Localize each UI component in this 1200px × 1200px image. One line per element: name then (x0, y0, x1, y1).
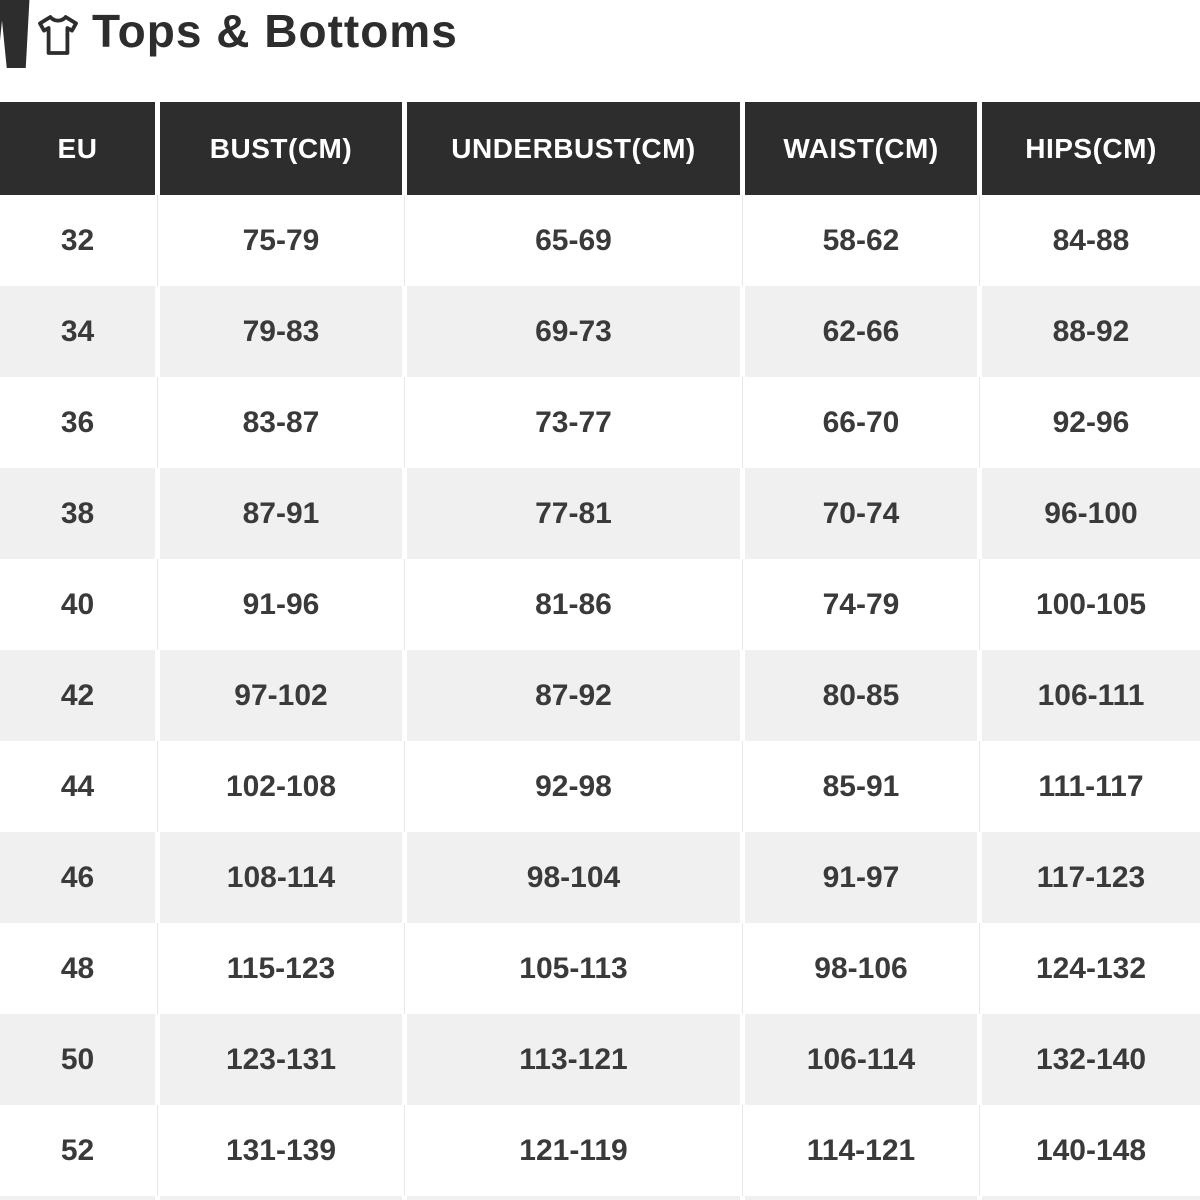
cell-waist: 58-62 (740, 195, 977, 286)
cell-waist: 62-66 (740, 286, 977, 377)
cell-eu-size: 46 (60, 860, 95, 894)
header-cell-eu: EU (0, 102, 155, 195)
cell-bust: 79-83 (155, 286, 402, 377)
table-body (0, 195, 1200, 1196)
pants-icon (0, 0, 34, 68)
cell-underbust: 81-86 (402, 559, 740, 650)
table-row (0, 1014, 1200, 1105)
cell-eu-size: 32 (60, 223, 95, 257)
table-row (0, 195, 1200, 286)
cell-bust: 108-114 (155, 832, 402, 923)
cell-hips: 84-88 (977, 195, 1200, 286)
cell-waist: 106-114 (740, 1014, 977, 1105)
table-row (0, 741, 1200, 832)
cell-underbust: 87-92 (402, 650, 740, 741)
cell-underbust: 77-81 (402, 468, 740, 559)
cell-hips: 96-100 (977, 468, 1200, 559)
cell-bust: 115-123 (155, 923, 402, 1014)
table-row (0, 468, 1200, 559)
cell-hips: 88-92 (977, 286, 1200, 377)
cell-hips: 92-96 (977, 377, 1200, 468)
cell-underbust: 65-69 (402, 195, 740, 286)
cell-bust: 75-79 (155, 195, 402, 286)
cell-hips: 140-148 (977, 1105, 1200, 1196)
cell-hips: 124-132 (977, 923, 1200, 1014)
cell-eu-size: 50 (60, 1042, 95, 1076)
cell-waist: 74-79 (740, 559, 977, 650)
cell-bust: 97-102 (155, 650, 402, 741)
table-header-row (0, 102, 1200, 195)
cell-eu-size: 52 (60, 1133, 95, 1167)
cell-eu-size: 44 (60, 769, 95, 803)
cell-bust: 83-87 (155, 377, 402, 468)
cell-hips: 117-123 (977, 832, 1200, 923)
cell-eu-size: 38 (60, 496, 95, 530)
cell-hips: 100-105 (977, 559, 1200, 650)
cell-hips: 111-117 (977, 741, 1200, 832)
table-row (0, 377, 1200, 468)
cell-waist: 70-74 (740, 468, 977, 559)
partial-cell (740, 1196, 977, 1200)
table-row (0, 832, 1200, 923)
cell-bust: 91-96 (155, 559, 402, 650)
cell-underbust: 113-121 (402, 1014, 740, 1105)
partial-cell (977, 1196, 1200, 1200)
partial-cell (0, 1196, 155, 1200)
cell-eu-size: 40 (60, 587, 95, 621)
header-cell-hips: HIPS(CM) (977, 102, 1200, 195)
cell-bust: 123-131 (155, 1014, 402, 1105)
cell-underbust: 121-119 (402, 1105, 740, 1196)
cell-eu-size: 34 (60, 314, 95, 348)
cell-bust: 102-108 (155, 741, 402, 832)
table-row (0, 559, 1200, 650)
cell-hips: 106-111 (977, 650, 1200, 741)
cell-waist: 98-106 (740, 923, 977, 1014)
table-row (0, 286, 1200, 377)
size-table (0, 102, 1200, 1200)
partial-cell (155, 1196, 402, 1200)
cell-underbust: 92-98 (402, 741, 740, 832)
header-cell-underbust: UNDERBUST(CM) (402, 102, 740, 195)
cell-waist: 66-70 (740, 377, 977, 468)
cell-hips: 132-140 (977, 1014, 1200, 1105)
cell-underbust: 105-113 (402, 923, 740, 1014)
header-cell-bust: BUST(CM) (155, 102, 402, 195)
cell-eu-size: 42 (60, 678, 95, 712)
header-cell-waist: WAIST(CM) (740, 102, 977, 195)
page-title: Tops & Bottoms (92, 5, 458, 57)
cell-waist: 85-91 (740, 741, 977, 832)
cell-underbust: 69-73 (402, 286, 740, 377)
cell-underbust: 98-104 (402, 832, 740, 923)
cell-waist: 91-97 (740, 832, 977, 923)
partial-cell (402, 1196, 740, 1200)
cell-bust: 87-91 (155, 468, 402, 559)
table-row (0, 650, 1200, 741)
tshirt-icon (34, 10, 82, 60)
cell-bust: 131-139 (155, 1105, 402, 1196)
cell-waist: 114-121 (740, 1105, 977, 1196)
cell-underbust: 73-77 (402, 377, 740, 468)
table-row (0, 923, 1200, 1014)
table-row (0, 1105, 1200, 1196)
partial-next-row (0, 1196, 1200, 1200)
cell-waist: 80-85 (740, 650, 977, 741)
cell-eu-size: 36 (60, 405, 95, 439)
title-bar (0, 0, 1200, 102)
cell-eu-size: 48 (60, 951, 95, 985)
